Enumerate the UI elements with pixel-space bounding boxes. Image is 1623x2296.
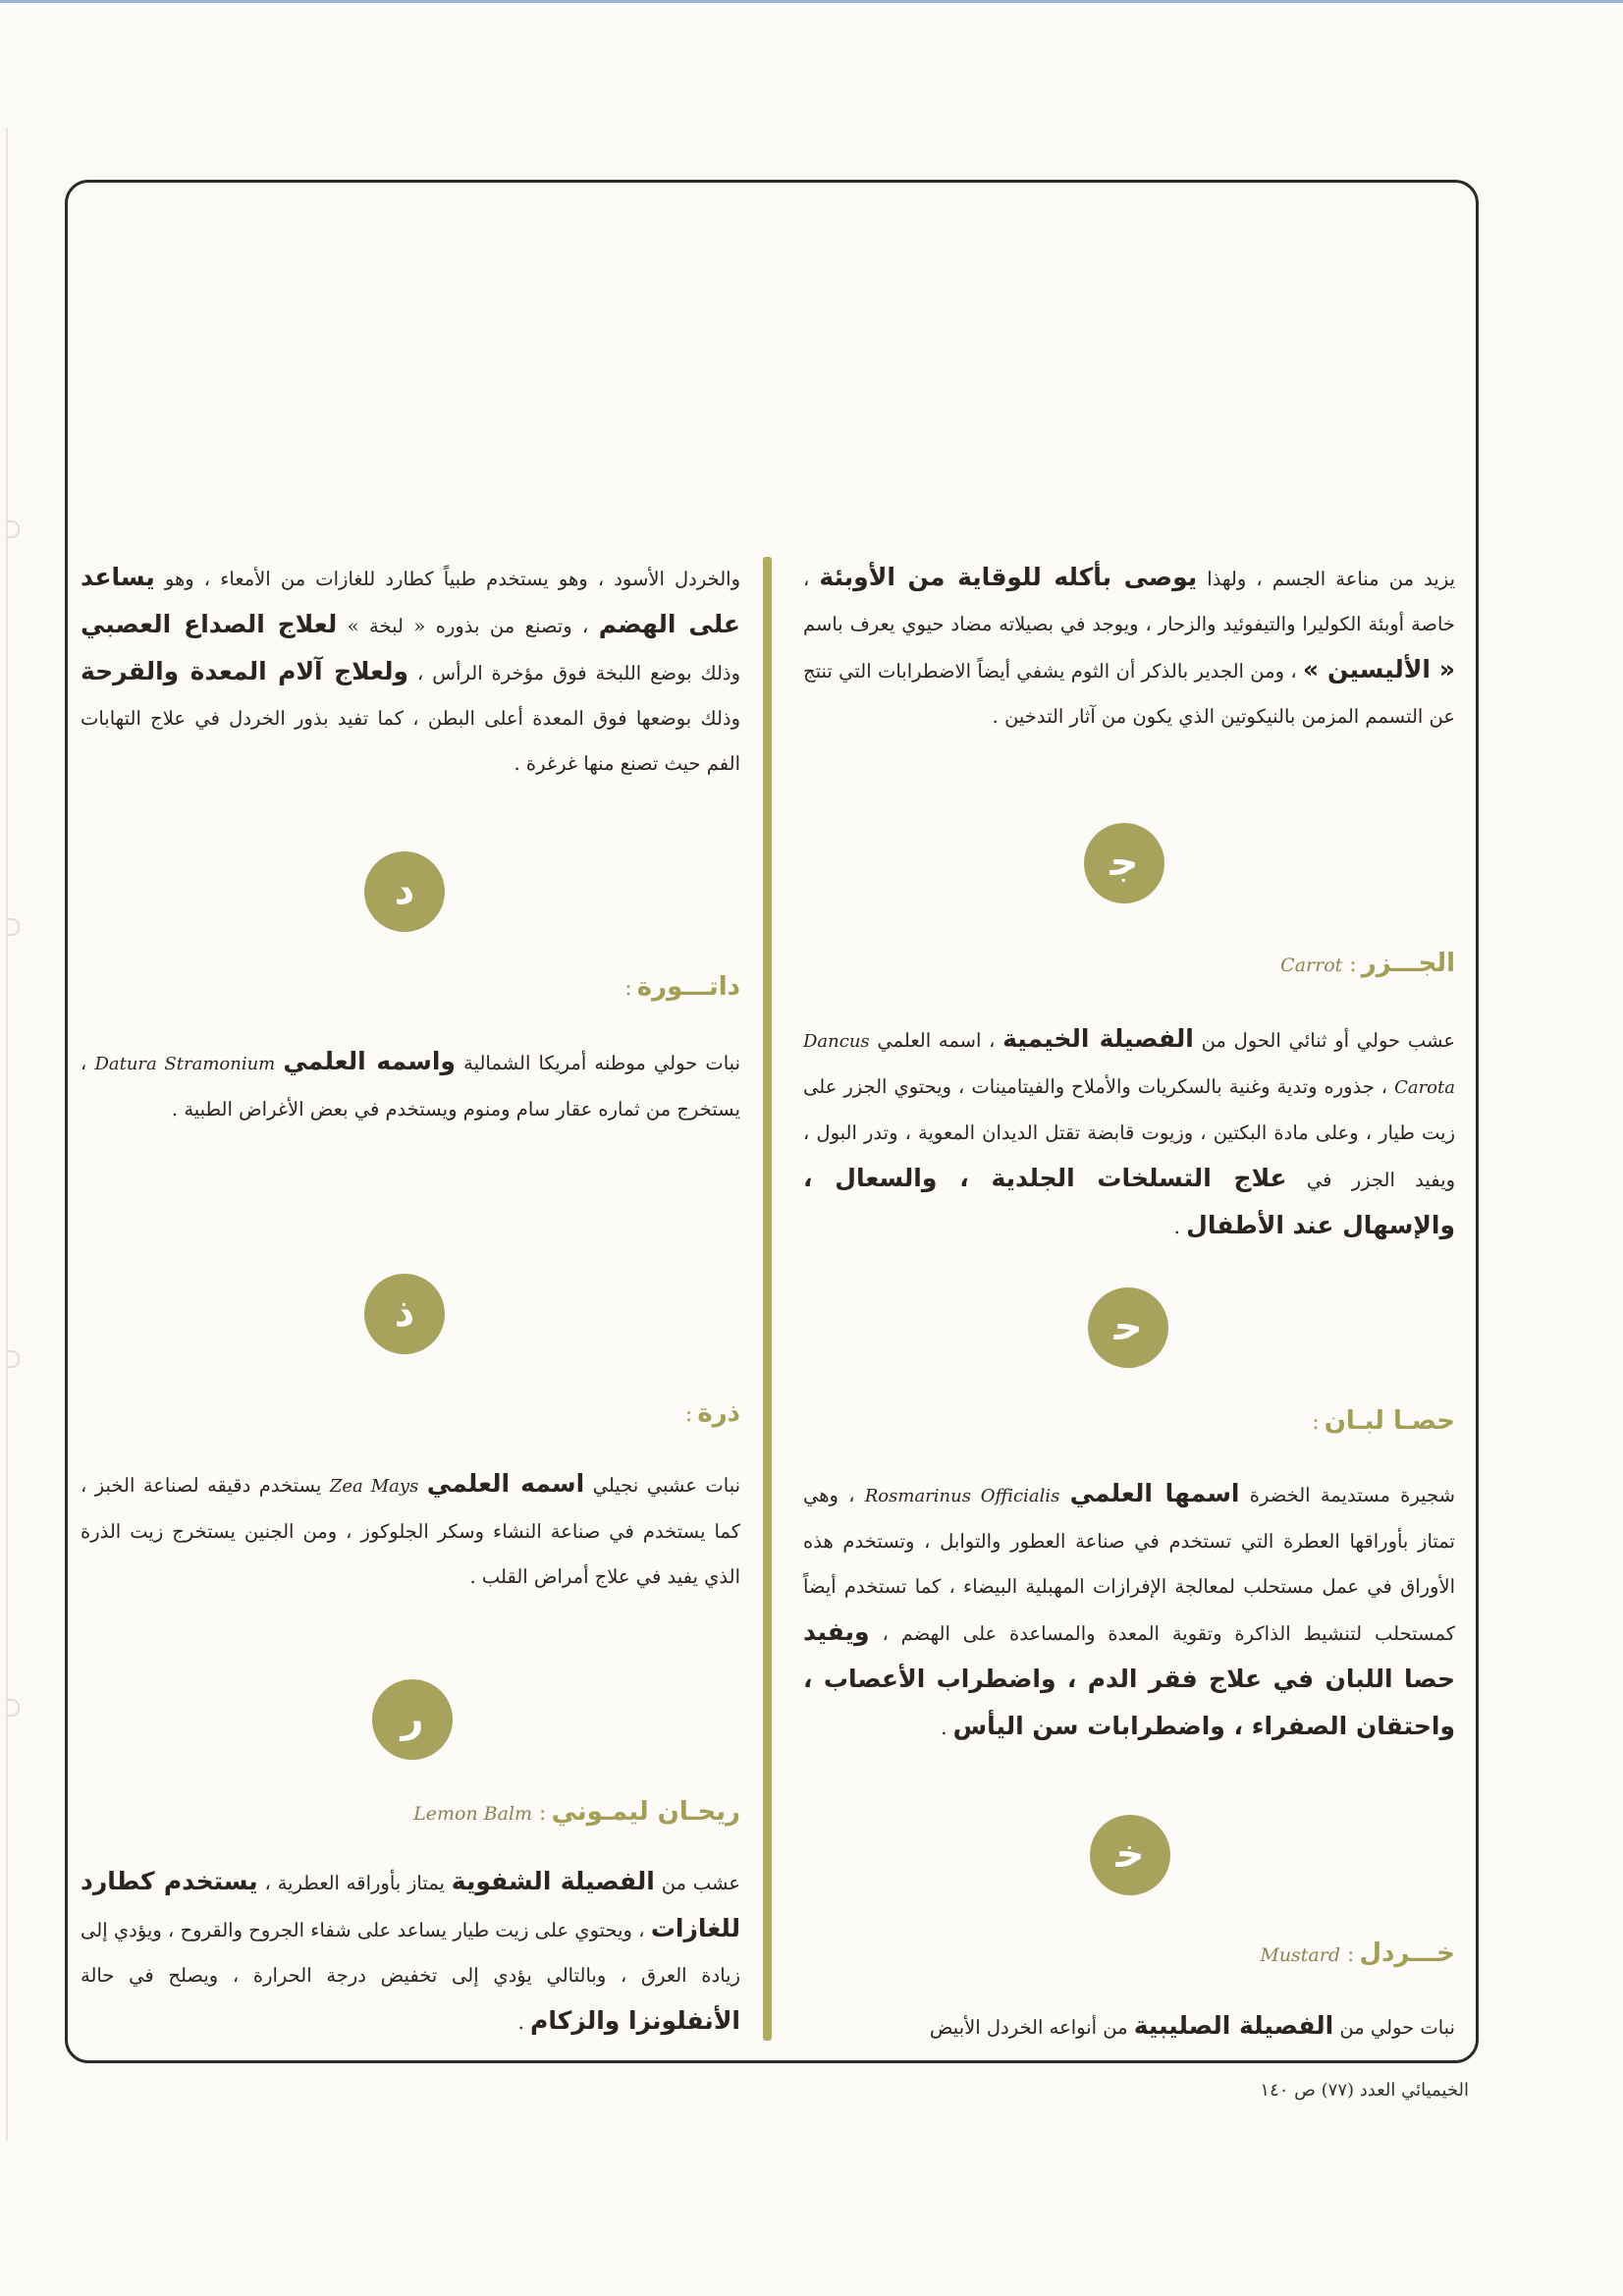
binding-mark: [6, 1350, 20, 1368]
bold-run: اسمه العلمي: [426, 1469, 585, 1498]
text-run: .: [517, 2011, 531, 2034]
bold-run: لعلاج الصداع العصبي: [81, 610, 338, 638]
heading-english: Carrot: [1280, 955, 1343, 976]
bold-run: ولعلاج آلام المعدة والقرحة: [81, 657, 409, 685]
text-run: ، جذوره وتدية وغنية بالسكريات والأملاح والفيتامينات ، ويحتوي الجزر على زيت طيار ، وعلى مادة البكتين ، وزيوت قابضة تقتل الديدان المعوية ، وتدر البول ، ويفيد الجزر في: [803, 1075, 1456, 1191]
bold-run: اسمها العلمي: [1069, 1479, 1240, 1507]
bold-run: الفصيلة الصليبية: [1133, 2011, 1334, 2040]
text-run: نبات حولي موطنه أمريكا الشمالية: [455, 1052, 740, 1074]
letter-badge-raa: ﺭ: [372, 1679, 453, 1760]
latin-name: Datura Stramonium: [94, 1054, 276, 1074]
bold-run: يوصى بأكله للوقاية من الأوبئة: [819, 563, 1198, 591]
section-heading-datura: داتـــورة :: [624, 972, 740, 1002]
letter-badge-daal: ﺩ: [364, 851, 445, 932]
text-run: عشب من: [654, 1872, 740, 1894]
bold-run: الفصيلة الشفوية: [451, 1867, 655, 1895]
section-body-lemon-balm: [81, 1859, 740, 2046]
text-run: وذلك بوضعها فوق المعدة أعلى البطن ، كما تفيد بذور الخردل في علاج التهابات الفم حيث تصنع منها غرغرة .: [81, 707, 740, 775]
latin-name: Dancus Carota: [803, 1031, 1455, 1098]
bold-run: « الأليسين »: [1303, 655, 1455, 683]
section-body-datura: [81, 1039, 740, 1132]
bold-run: واسمه العلمي: [283, 1047, 456, 1075]
text-run: ، وتصنع من بذوره « لبخة »: [337, 615, 599, 637]
section-body-carrot: [803, 1016, 1455, 1250]
letter-badge-thaal: ﺫ: [364, 1274, 445, 1354]
text-run: نبات حولي من: [1333, 2016, 1455, 2039]
heading-arabic: حصـا لبـان: [1324, 1406, 1455, 1436]
text-run: .: [941, 1717, 953, 1739]
text-run: .: [1173, 1216, 1187, 1238]
text-run: نبات عشبي نجيلي: [584, 1474, 741, 1497]
letter-badge-haa: ﺣ: [1088, 1287, 1168, 1368]
heading-arabic: ريحـان ليمـوني: [551, 1797, 740, 1827]
binding-mark: [6, 1699, 20, 1717]
heading-arabic: الجـــزر: [1361, 949, 1455, 978]
text-run: [1059, 1484, 1069, 1506]
right-intro-paragraph: [803, 555, 1455, 739]
bold-run: الفصيلة الخيمية: [1002, 1024, 1194, 1053]
text-run: ، يستخرج من ثماره عقار سام ومنوم ويستخدم في بعض الأغراض الطبية .: [81, 1052, 740, 1121]
text-run: ، وهي تمتاز بأوراقها العطرة التي تستخدم في صناعة العطور والتوابل ، وتستخدم هذه الأوراق في عمل مستحلب لمعالجة الإفرازات المهبلية البيضاء ، كما تستخدم أيضاً كمستحلب لتنشيط الذاكرة وتقوية المعدة والمساعدة على الهضم ،: [803, 1484, 1455, 1645]
text-run: ، ويحتوي على زيت طيار يساعد على شفاء الجروح والقروح ، ويؤدي إلى زيادة العرق ، وبالتالي يؤدي إلى تخفيض درجة الحرارة ، ويصلح في حالة: [81, 1919, 740, 1987]
text-run: وذلك بوضع اللبخة فوق مؤخرة الرأس ،: [408, 662, 740, 684]
heading-english: Lemon Balm: [413, 1803, 533, 1825]
left-intro-paragraph: [81, 555, 740, 787]
binding-mark: [6, 520, 20, 538]
heading-english: Mustard: [1260, 1944, 1341, 1966]
section-heading-mustard: خـــردل : Mustard: [1260, 1939, 1455, 1968]
section-body-mustard: [803, 2003, 1455, 2050]
text-run: شجيرة مستديمة الخضرة: [1239, 1484, 1455, 1506]
column-divider: [763, 557, 772, 2041]
text-run: عشب حولي أو ثنائي الحول من: [1193, 1029, 1455, 1052]
section-heading-rosemary: حصـا لبـان :: [1312, 1406, 1455, 1436]
section-body-corn: [81, 1461, 740, 1600]
bold-run: يساعد على الهضم: [81, 563, 740, 638]
text-run: ، اسمه العلمي: [869, 1029, 1003, 1052]
letter-badge-jeem: ﺟ: [1084, 823, 1164, 903]
page-footer: الخيميائي العدد (٧٧) ص ١٤٠: [1260, 2080, 1469, 2101]
bold-run: الأنفلونزا والزكام: [530, 2006, 740, 2035]
section-heading-corn: ذرة :: [684, 1398, 740, 1428]
top-rule: [0, 0, 1623, 3]
text-run: [418, 1474, 426, 1497]
section-heading-carrot: الجـــزر : Carrot: [1280, 949, 1455, 978]
text-run: يستخدم دقيقه لصناعة الخبز ، كما يستخدم في صناعة النشاء وسكر الجلوكوز ، ومن الجنين يستخرج زيت الذرة الذي يفيد في علاج أمراض القلب .: [81, 1474, 740, 1588]
page-edge: [6, 128, 8, 2141]
latin-name: Rosmarinus Officialis: [864, 1486, 1060, 1506]
text-run: من أنواعه الخردل الأبيض: [929, 2016, 1134, 2039]
bold-run: يستخدم كطارد للغازات: [81, 1867, 740, 1942]
heading-arabic: خـــردل: [1359, 1939, 1455, 1968]
letter-badge-khaa: ﺧ: [1090, 1815, 1170, 1895]
text-run: والخردل الأسود ، وهو يستخدم طبياً كطارد للغازات من الأمعاء ، وهو: [154, 568, 740, 590]
heading-arabic: داتـــورة: [636, 972, 740, 1002]
text-run: ، ومن الجدير بالذكر أن الثوم يشفي أيضاً الاضطرابات التي تنتج عن التسمم المزمن بالنيكوتين الذي يكون من آثار التدخين .: [803, 660, 1455, 728]
bold-run: علاج التسلخات الجلدية ، والسعال ، والإسهال عند الأطفال: [803, 1164, 1455, 1239]
text-run: يمتاز بأوراقه العطرية ،: [257, 1872, 452, 1894]
section-body-rosemary: [803, 1471, 1455, 1751]
latin-name: Zea Mays: [329, 1476, 419, 1497]
section-heading-lemon-balm: ريحـان ليمـوني : Lemon Balm: [413, 1797, 740, 1827]
bold-run: ويفيد حصا اللبان في علاج فقر الدم ، واضطراب الأعصاب ، واحتقان الصفراء ، واضطرابات سن اليأس: [803, 1617, 1455, 1740]
text-run: يزيد من مناعة الجسم ، ولهذا: [1197, 568, 1455, 590]
binding-mark: [6, 918, 20, 936]
heading-arabic: ذرة: [697, 1398, 740, 1428]
text-run: ، خاصة أوبئة الكوليرا والتيفوئيد والزحار ، ويوجد في بصيلاته مضاد حيوي يعرف باسم: [803, 568, 1455, 635]
